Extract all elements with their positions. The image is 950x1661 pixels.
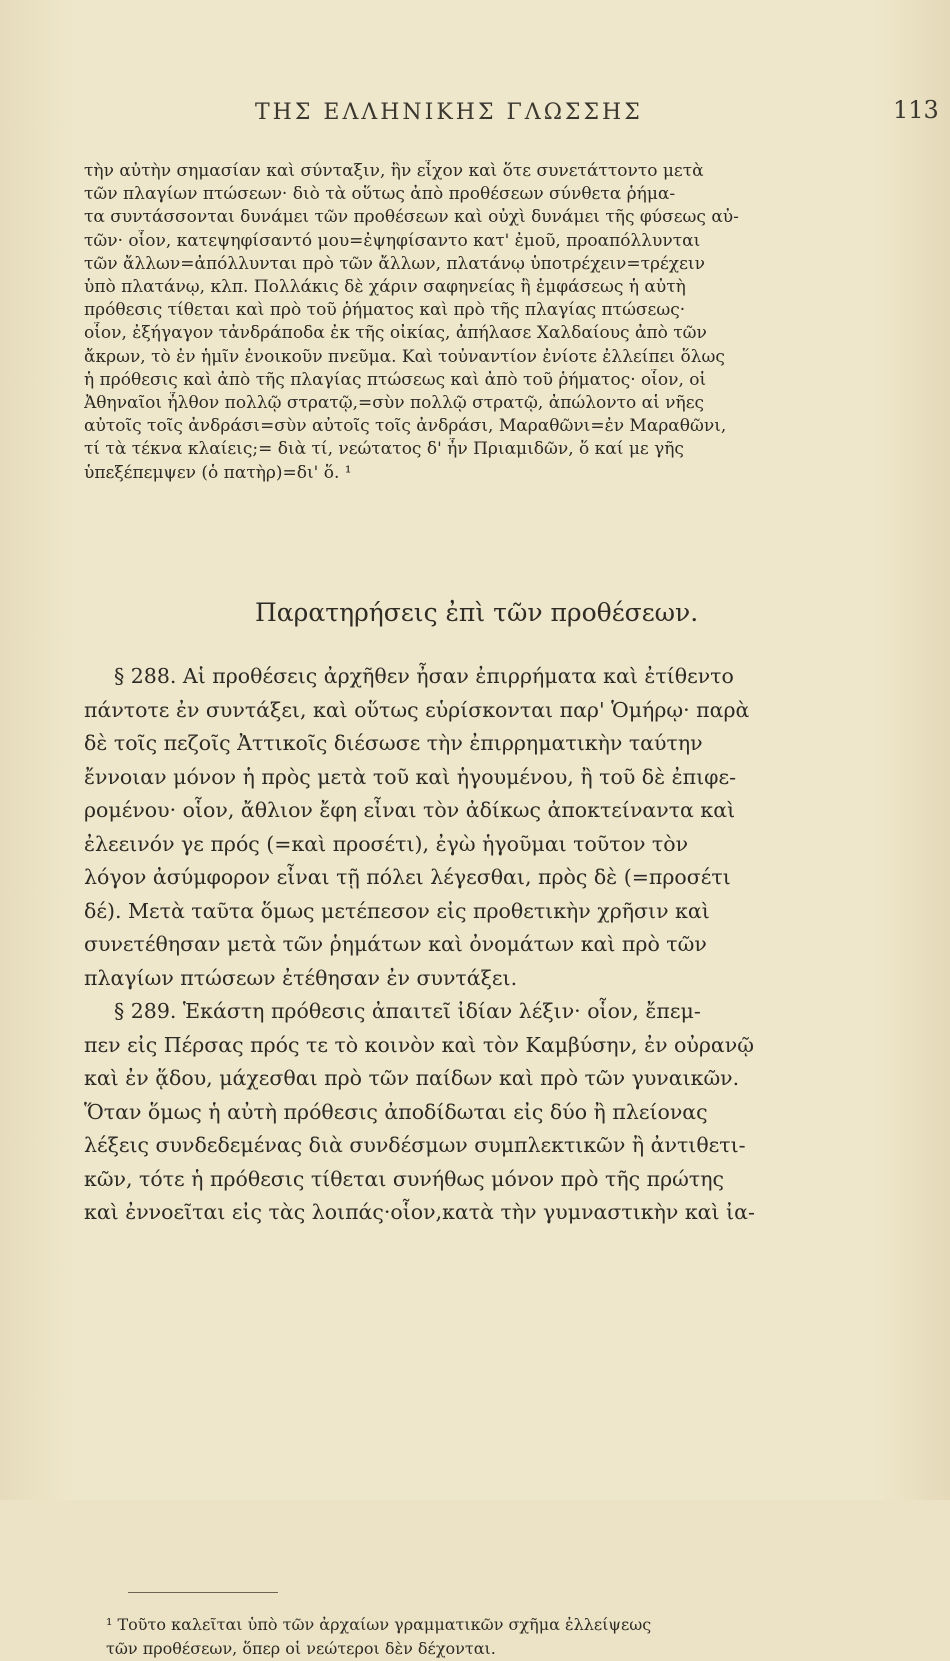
text-line: δέ). Μετὰ ταῦτα ὅμως μετέπεσον εἰς προθετικὴν χρῆσιν καὶ <box>84 898 710 923</box>
text-line: καὶ ἐν ᾅδου, μάχεσθαι πρὸ τῶν παίδων καὶ πρὸ τῶν γυναικῶν. <box>84 1066 740 1090</box>
text-line: τί τὰ τέκνα κλαίεις;= διὰ τί, νεώτατος δ' ἦν Πριαμιδῶν, ὅ καί με γῆς <box>84 439 684 460</box>
text-line: τα συντάσσονται δυνάμει τῶν προθέσεων καὶ οὐχὶ δυνάμει τῆς φύσεως αὐ- <box>84 207 739 228</box>
text-line: ὑπὸ πλατάνῳ, κλπ. Πολλάκις δὲ χάριν σαφηνείας ἢ ἐμφάσεως ἡ αὐτὴ <box>84 277 686 298</box>
running-title: ΤΗΣ ΕΛΛΗΝΙΚΗΣ ΓΛΩΣΣΗΣ <box>255 100 643 125</box>
text-line: τῶν πλαγίων πτώσεων· διὸ τὰ οὕτως ἀπὸ προθέσεων σύνθετα ῥήμα- <box>84 184 676 205</box>
continued-paragraph <box>84 160 914 485</box>
sections-288-289 <box>84 660 914 1230</box>
text-line: πεν εἰς Πέρσας πρός τε τὸ κοινὸν καὶ τὸν Καμβύσην, ἐν οὐρανῷ <box>84 1032 754 1057</box>
page-header <box>0 96 950 136</box>
footnote-line: ¹ Τοῦτο καλεῖται ὑπὸ τῶν ἀρχαίων γραμματικῶν σχῆμα ἐλλείψεως <box>106 1615 652 1634</box>
text-line: Ἀθηναῖοι ἦλθον πολλῷ στρατῷ,=σὺν πολλῷ στρατῷ, ἀπώλοντο αἱ νῆες <box>84 393 705 414</box>
text-line: ἐλεεινόν γε πρός (=καὶ προσέτι), ἐγὼ ἡγοῦμαι τοῦτον τὸν <box>84 831 689 856</box>
footnote-line: τῶν προθέσεων, ὅπερ οἱ νεώτεροι δὲν δέχονται. <box>106 1639 496 1658</box>
text-line: συνετέθησαν μετὰ τῶν ῥημάτων καὶ ὀνομάτων καὶ πρὸ τῶν <box>84 932 707 956</box>
text-line: οἷον, ἐξήγαγον τἀνδράποδα ἐκ τῆς οἰκίας, ἀπήλασε Χαλδαίους ἀπὸ τῶν <box>84 323 707 344</box>
text-line: τῶν ἄλλων=ἀπόλλυνται πρὸ τῶν ἄλλων, πλατάνῳ ὑποτρέχειν=τρέχειν <box>84 253 705 274</box>
text-line: ρομένου· οἷον, ἄθλιον ἔφη εἶναι τὸν ἀδίκως ἀποκτείναντα καὶ <box>84 798 736 822</box>
text-line: δὲ τοῖς πεζοῖς Ἀττικοῖς διέσωσε τὴν ἐπιρρηματικὴν ταύτην <box>84 731 703 755</box>
footnote-divider <box>128 1592 278 1593</box>
text-line: καὶ ἐννοεῖται εἰς τὰς λοιπάς·οἷον,κατὰ τὴν γυμναστικὴν καὶ ἰα- <box>84 1200 755 1224</box>
text-line: πρόθεσις τίθεται καὶ πρὸ τοῦ ῥήματος καὶ πρὸ τῆς πλαγίας πτώσεως· <box>84 300 686 321</box>
text-line: τῶν· οἷον, κατεψηφίσαντό μου=ἐψηφίσαντο κατ' ἐμοῦ, προαπόλλυνται <box>84 230 701 251</box>
text-line: λόγον ἀσύμφορον εἶναι τῇ πόλει λέγεσθαι, πρὸς δὲ (=προσέτι <box>84 865 731 889</box>
text-line: § 288. Αἱ προθέσεις ἀρχῆθεν ἦσαν ἐπιρρήματα καὶ ἐτίθεντο <box>114 664 734 688</box>
text-line: § 289. Ἑκάστη πρόθεσις ἀπαιτεῖ ἰδίαν λέξιν· οἷον, ἔπεμ- <box>114 999 701 1023</box>
text-line: ἄκρων, τὸ ἐν ἡμῖν ἐνοικοῦν πνεῦμα. Καὶ τοὐναντίον ἐνίοτε ἐλλείπει ὅλως <box>84 346 725 367</box>
text-line: λέξεις συνδεδεμένας διὰ συνδέσμων συμπλεκτικῶν ἢ ἀντιθετι- <box>84 1133 746 1157</box>
text-line: ἔννοιαν μόνον ἡ πρὸς μετὰ τοῦ καὶ ἡγουμένου, ἢ τοῦ δὲ ἐπιφε- <box>84 764 737 789</box>
page-number: 113 <box>893 96 939 124</box>
text-line: πάντοτε ἐν συντάξει, καὶ οὕτως εὑρίσκονται παρ' Ὁμήρῳ· παρὰ <box>84 697 750 722</box>
section-heading: Παρατηρήσεις ἐπὶ τῶν προθέσεων. <box>255 598 699 627</box>
footnotes <box>106 1613 914 1661</box>
text-line: τὴν αὐτὴν σημασίαν καὶ σύνταξιν, ἣν εἶχον καὶ ὅτε συνετάττοντο μετὰ <box>84 161 704 181</box>
text-line: πλαγίων πτώσεων ἐτέθησαν ἐν συντάξει. <box>84 965 518 990</box>
text-line: αὐτοῖς τοῖς ἀνδράσι=σὺν αὐτοῖς τοῖς ἀνδράσι, Μαραθῶνι=ἐν Μαραθῶνι, <box>84 416 727 437</box>
text-line: ὑπεξέπεμψεν (ὁ πατὴρ)=δι' ὅ. ¹ <box>84 462 352 483</box>
text-line: κῶν, τότε ἡ πρόθεσις τίθεται συνήθως μόνον πρὸ τῆς πρώτης <box>84 1166 724 1191</box>
text-line: ἡ πρόθεσις καὶ ἀπὸ τῆς πλαγίας πτώσεως καὶ ἀπὸ τοῦ ῥήματος· οἷον, οἱ <box>84 369 707 390</box>
text-line: Ὅταν ὅμως ἡ αὐτὴ πρόθεσις ἀποδίδωται εἰς δύο ἢ πλείονας <box>84 1099 708 1124</box>
